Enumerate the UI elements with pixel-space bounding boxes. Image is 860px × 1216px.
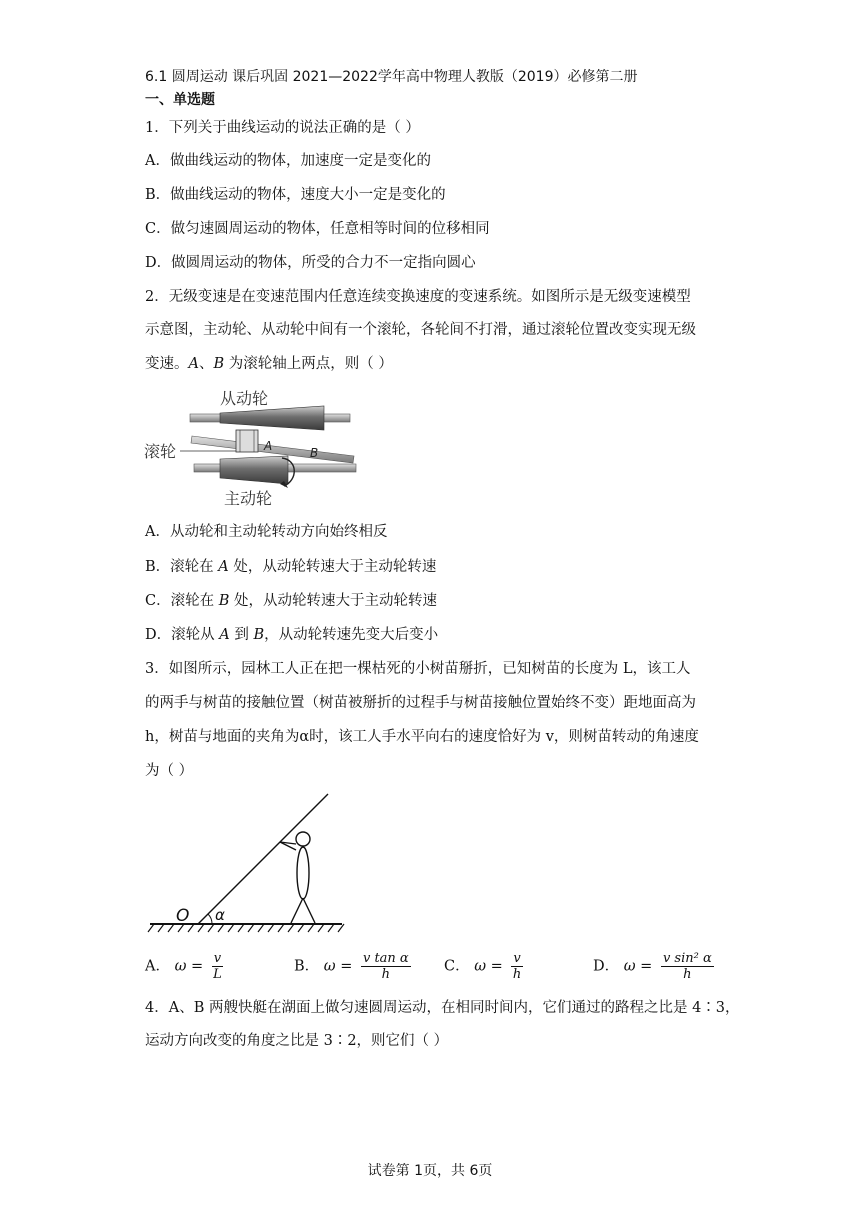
q3-d-den: h: [683, 967, 692, 982]
driven-cone: [220, 406, 324, 430]
q2-d-text: D．滚轮从: [145, 627, 220, 643]
q4-stem-line1: 4．A、B 两艘快艇在湖面上做匀速圆周运动，在相同时间内，它们通过的路程之比是 4∶3，: [145, 1000, 740, 1016]
q2-d-var1: A: [219, 627, 230, 643]
q3-b-lhs: ω =: [323, 958, 353, 975]
q3-c-letter: C．: [444, 958, 470, 975]
point-a-label: A: [264, 439, 273, 453]
q2-c-tail: 处，从动轮转速大于主动轮转速: [229, 593, 437, 609]
driving-cone: [220, 456, 288, 484]
q1-option-a: A．做曲线运动的物体，加速度一定是变化的: [145, 153, 431, 169]
q2-stem-line3: [145, 354, 393, 374]
worker-head: [296, 832, 310, 846]
q3-stem-line4: 为（ ）: [145, 763, 194, 779]
label-o: O: [176, 906, 190, 926]
q3-a-lhs: ω =: [174, 958, 204, 975]
label-roller: 滚轮: [144, 442, 177, 461]
label-driven-wheel: 从动轮: [220, 389, 269, 408]
q2-stem-text: 变速。: [145, 356, 189, 372]
q3-a-fraction: [212, 951, 223, 982]
q3-option-a: [145, 951, 223, 982]
q3-d-fraction: [661, 951, 714, 982]
label-alpha: α: [215, 906, 225, 924]
q2-option-a: A．从动轮和主动轮转动方向始终相反: [145, 524, 388, 540]
page-footer: 试卷第 1页，共 6页: [367, 1163, 493, 1179]
q2-d-tail: ，从动轮转速先变大后变小: [264, 627, 439, 643]
q2-stem-line1: 2．无级变速是在变速范围内任意连续变换速度的变速系统。如图所示是无级变速模型: [145, 289, 691, 305]
roller-wheel: [236, 430, 258, 452]
q3-b-letter: B．: [294, 958, 320, 975]
q2-d-var2: B: [253, 627, 265, 643]
q3-a-num: v: [213, 951, 222, 966]
q3-a-den: L: [213, 967, 222, 982]
worker-leg-left: [291, 898, 303, 923]
q3-stem-line1: 3．如图所示，园林工人正在把一棵枯死的小树苗掰折，已知树苗的长度为 L，该工人: [145, 661, 691, 677]
q3-b-fraction: [361, 951, 411, 982]
q3-c-den: h: [512, 967, 522, 982]
q2-option-c: [145, 591, 437, 611]
q2-var-a: A: [188, 356, 199, 372]
q2-c-text: C．滚轮在: [145, 593, 219, 609]
label-driving-wheel: 主动轮: [224, 489, 273, 508]
q3-c-lhs: ω =: [474, 958, 503, 975]
q3-d-num: v sin² α: [662, 951, 712, 966]
sapling-diagram: [146, 790, 346, 940]
q4-stem-line2: 运动方向改变的角度之比是 3∶2，则它们（ ）: [145, 1033, 449, 1049]
q2-var-b: B: [213, 356, 225, 372]
q2-c-var: B: [218, 593, 230, 609]
q1-option-d: D．做圆周运动的物体，所受的合力不一定指向圆心: [145, 255, 476, 271]
worker-leg-right: [303, 898, 315, 923]
q1-option-b: B．做曲线运动的物体，速度大小一定是变化的: [145, 187, 446, 203]
q3-b-den: h: [381, 967, 391, 982]
document-title: 6.1 圆周运动 课后巩固 2021—2022学年高中物理人教版（2019）必修第二册: [145, 69, 638, 85]
q3-option-d: [593, 951, 714, 982]
q3-b-num: v tan α: [362, 951, 409, 966]
point-b-label: B: [310, 446, 319, 460]
q3-stem-line3: h，树苗与地面的夹角为α时，该工人手水平向右的速度恰好为 v，则树苗转动的角速度: [145, 729, 699, 745]
angle-arc: [208, 914, 212, 924]
q2-stem-line2: 示意图，主动轮、从动轮中间有一个滚轮，各轮间不打滑，通过滚轮位置改变实现无级: [145, 322, 696, 338]
q2-b-tail: 处，从动轮转速大于主动轮转速: [228, 559, 437, 575]
q2-b-var: A: [218, 559, 229, 575]
q1-stem: 1．下列关于曲线运动的说法正确的是（ ）: [145, 120, 420, 136]
q3-d-lhs: ω =: [623, 958, 653, 975]
q3-stem-line2: 的两手与树苗的接触位置（树苗被掰折的过程手与树苗接触位置始终不变）距地面高为: [145, 695, 696, 711]
q2-d-mid: 到: [229, 627, 254, 643]
worker-body: [297, 847, 309, 899]
q3-c-fraction: [511, 951, 522, 982]
q3-d-letter: D．: [593, 958, 620, 975]
q2-stem-tail: 为滚轮轴上两点，则（ ）: [224, 356, 393, 372]
q2-option-b: [145, 557, 436, 577]
cvt-diagram: [142, 384, 364, 512]
q2-stem-sep: 、: [198, 356, 214, 372]
q1-option-c: C．做匀速圆周运动的物体，任意相等时间的位移相同: [145, 221, 490, 237]
q2-b-text: B．滚轮在: [145, 559, 219, 575]
section-heading: 一、单选题: [145, 92, 215, 108]
q3-option-b: [294, 951, 411, 982]
q3-a-letter: A．: [145, 958, 170, 975]
q3-option-c: [444, 951, 523, 982]
q2-option-d: [145, 625, 438, 645]
q3-c-num: v: [513, 951, 521, 966]
